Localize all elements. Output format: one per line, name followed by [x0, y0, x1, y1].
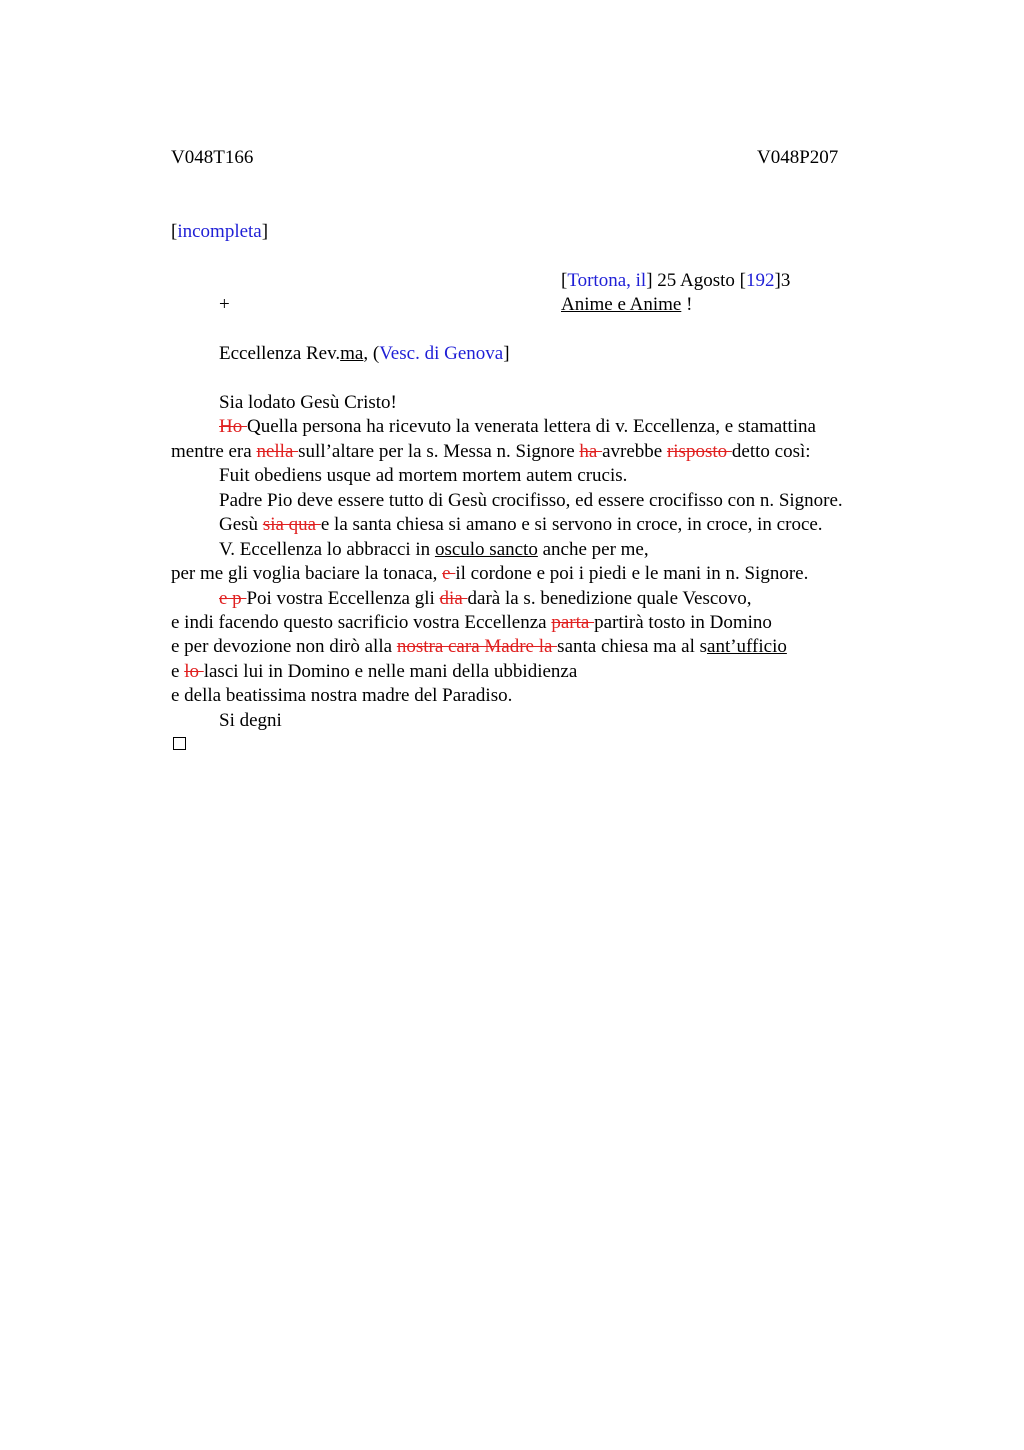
body-line: V. Eccellenza lo abbracci in osculo sancto anche per me,: [219, 539, 649, 560]
body-line: e della beatissima nostra madre del Paradiso.: [171, 685, 513, 706]
body-line: e lo lasci lui in Domino e nelle mani della ubbidienza: [171, 661, 578, 682]
body-line: per me gli voglia baciare la tonaca, e il cordone e poi i piedi e le mani in n. Signore.: [171, 563, 809, 584]
salutation: Eccellenza Rev.ma, (Vesc. di Genova]: [219, 343, 510, 364]
body-line: Sia lodato Gesù Cristo!: [219, 392, 397, 413]
body-line: mentre era nella sull’altare per la s. Messa n. Signore ha avrebbe risposto detto così:: [171, 441, 811, 462]
dateline: [Tortona, il] 25 Agosto [192]3: [561, 270, 791, 291]
status-note: [incompleta]: [171, 221, 269, 242]
document-code-right: V048P207: [757, 147, 839, 168]
body-line: e per devozione non dirò alla nostra cara Madre la santa chiesa ma al sant’ufficio: [171, 636, 787, 657]
date-place: Tortona, il: [567, 270, 647, 291]
body-line: e p Poi vostra Eccellenza gli dia darà la s. benedizione quale Vescovo,: [219, 588, 752, 609]
motto: Anime e Anime !: [561, 294, 693, 315]
checkbox-icon: [173, 737, 186, 751]
status-label: incompleta: [177, 221, 262, 242]
body-line: Si degni: [219, 710, 282, 731]
body-line: Gesù sia qua e la santa chiesa si amano e si servono in croce, in croce, in croce.: [219, 514, 823, 535]
body-line: Ho Quella persona ha ricevuto la venerata lettera di v. Eccellenza, e stamattina: [219, 416, 816, 437]
cross-symbol: +: [219, 294, 230, 315]
body-line: e indi facendo questo sacrificio vostra Eccellenza parta partirà tosto in Domino: [171, 612, 772, 633]
body-line: Fuit obediens usque ad mortem mortem autem crucis.: [219, 465, 628, 486]
body-line: Padre Pio deve essere tutto di Gesù crocifisso, ed essere crocifisso con n. Signore.: [219, 490, 843, 511]
date-year-prefix: 192: [745, 270, 775, 291]
document-code-left: V048T166: [171, 147, 254, 168]
